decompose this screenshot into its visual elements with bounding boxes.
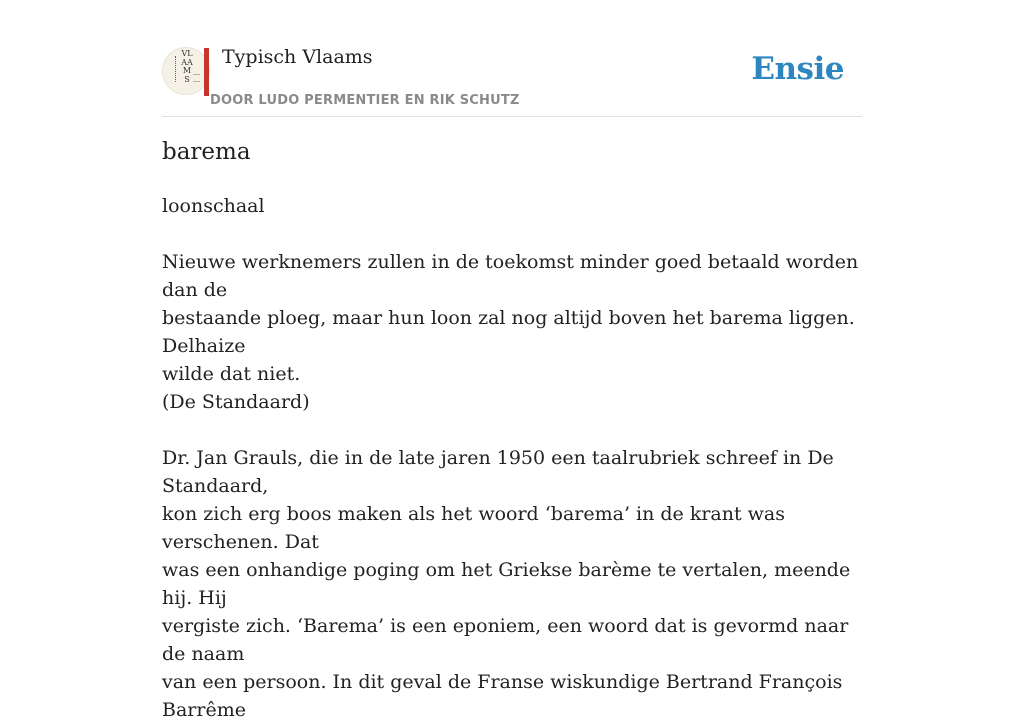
publication-title[interactable]: Typisch Vlaams — [222, 46, 373, 68]
byline[interactable]: DOOR LUDO PERMENTIER EN RIK SCHUTZ — [210, 93, 520, 108]
paragraph-line: van een persoon. In dit geval de Franse wiskundige Bertrand François Barrême — [162, 671, 843, 721]
paragraph-line: vergiste zich. ‘Barema’ is een eponiem, een woord dat is gevormd naar de naam — [162, 615, 849, 665]
spacer — [162, 220, 862, 248]
article-title: barema — [162, 139, 251, 165]
article-body — [162, 192, 862, 724]
avatar-red-marks — [175, 56, 178, 82]
quote-line: bestaande ploeg, maar hun loon zal nog altijd boven het barema liggen. Delhaize — [162, 307, 855, 357]
header — [162, 0, 862, 117]
quote-source: (De Standaard) — [162, 391, 310, 413]
paragraph-line: kon zich erg boos maken als het woord ‘barema’ in de krant was verschenen. Dat — [162, 503, 786, 553]
paragraph-line: was een onhandige poging om het Griekse barème te vertalen, meende hij. Hij — [162, 559, 851, 609]
avatar[interactable] — [162, 47, 210, 95]
avatar-spine — [204, 48, 209, 96]
spacer — [162, 416, 862, 444]
page — [162, 0, 862, 721]
brand-logo[interactable]: Ensie — [751, 51, 844, 87]
quote-line: Nieuwe werknemers zullen in de toekomst minder goed betaald worden dan de — [162, 251, 859, 301]
quote-line: wilde dat niet. — [162, 363, 301, 385]
avatar-logo-letters: VLAAMS — [181, 49, 193, 84]
avatar-lines — [193, 74, 200, 82]
paragraph-line: Dr. Jan Grauls, die in de late jaren 1950 een taalrubriek schreef in De Standaard, — [162, 447, 834, 497]
definition: loonschaal — [162, 195, 265, 217]
